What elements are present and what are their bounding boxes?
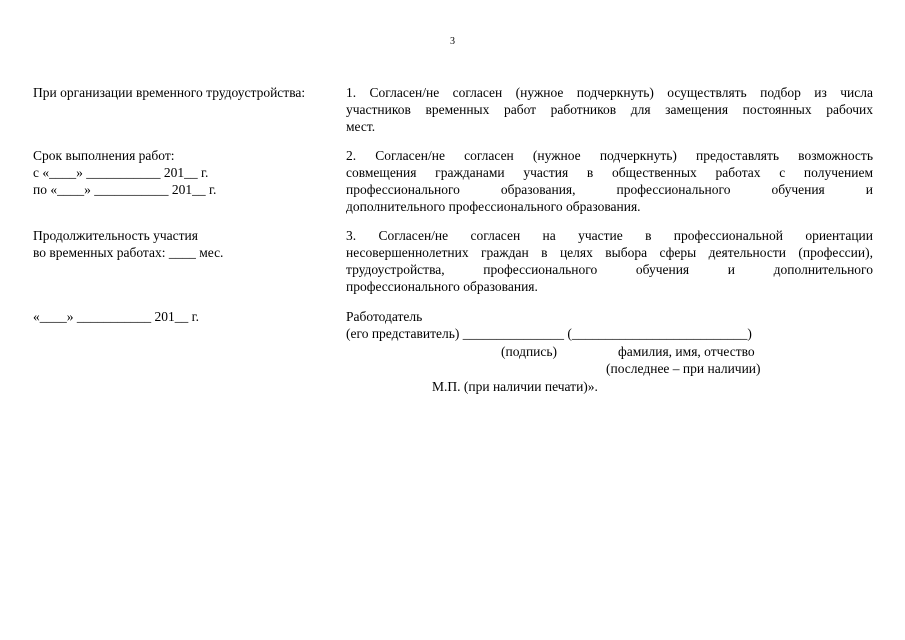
clause-2-text — [346, 147, 873, 215]
clause-3-text — [346, 227, 873, 295]
patronymic-note: (последнее – при наличии) — [606, 361, 761, 376]
clause-2-line-3: профессионального образования, профессионального обучения и — [346, 182, 873, 197]
participation-duration — [33, 227, 343, 261]
clause-3-line-3: трудоустройства, профессионального обучения и дополнительного — [346, 262, 873, 277]
clause-1-line-3: мест. — [346, 119, 376, 134]
seal-note: М.П. (при наличии печати)». — [432, 379, 598, 394]
clause-3-line-4: профессионального образования. — [346, 279, 538, 294]
clause-1-line-2: участников временных работ работников для замещения постоянных рабочих — [346, 102, 873, 117]
page-number: 3 — [450, 36, 455, 47]
participation-duration-title: Продолжительность участия — [33, 228, 198, 243]
clause-3-line-1: 3. Согласен/не согласен на участие в профессиональной ориентации — [346, 228, 873, 243]
signature-date: «____» ___________ 201__ г. — [33, 309, 200, 324]
clause-3-line-2: несовершеннолетних граждан в целях выбора сферы деятельности (профессии), — [346, 245, 873, 260]
clause-1-line-1: 1. Согласен/не согласен (нужное подчеркнуть) осуществлять подбор из числа — [346, 85, 873, 100]
work-period — [33, 147, 343, 198]
representative-line: (его представитель) _______________ (__________________________) — [346, 326, 752, 341]
clause-2-line-2: совмещения гражданами участия в общественных работах с получением — [346, 165, 873, 180]
work-period-to: по «____» ___________ 201__ г. — [33, 182, 217, 197]
clause-1-label-line: При организации временного трудоустройства: — [33, 85, 306, 100]
work-period-title: Срок выполнения работ: — [33, 148, 175, 163]
participation-duration-value: во временных работах: ____ мес. — [33, 245, 224, 260]
signature-caption: (подпись) — [501, 344, 558, 359]
clause-1-text — [346, 84, 873, 135]
clause-2-line-4: дополнительного профессионального образования. — [346, 199, 641, 214]
clause-2-line-1: 2. Согласен/не согласен (нужное подчеркнуть) предоставлять возможность — [346, 148, 873, 163]
full-name-caption: фамилия, имя, отчество — [618, 344, 755, 359]
employer-label: Работодатель — [346, 309, 423, 324]
work-period-from: с «____» ___________ 201__ г. — [33, 165, 209, 180]
clause-1-label — [33, 84, 343, 101]
